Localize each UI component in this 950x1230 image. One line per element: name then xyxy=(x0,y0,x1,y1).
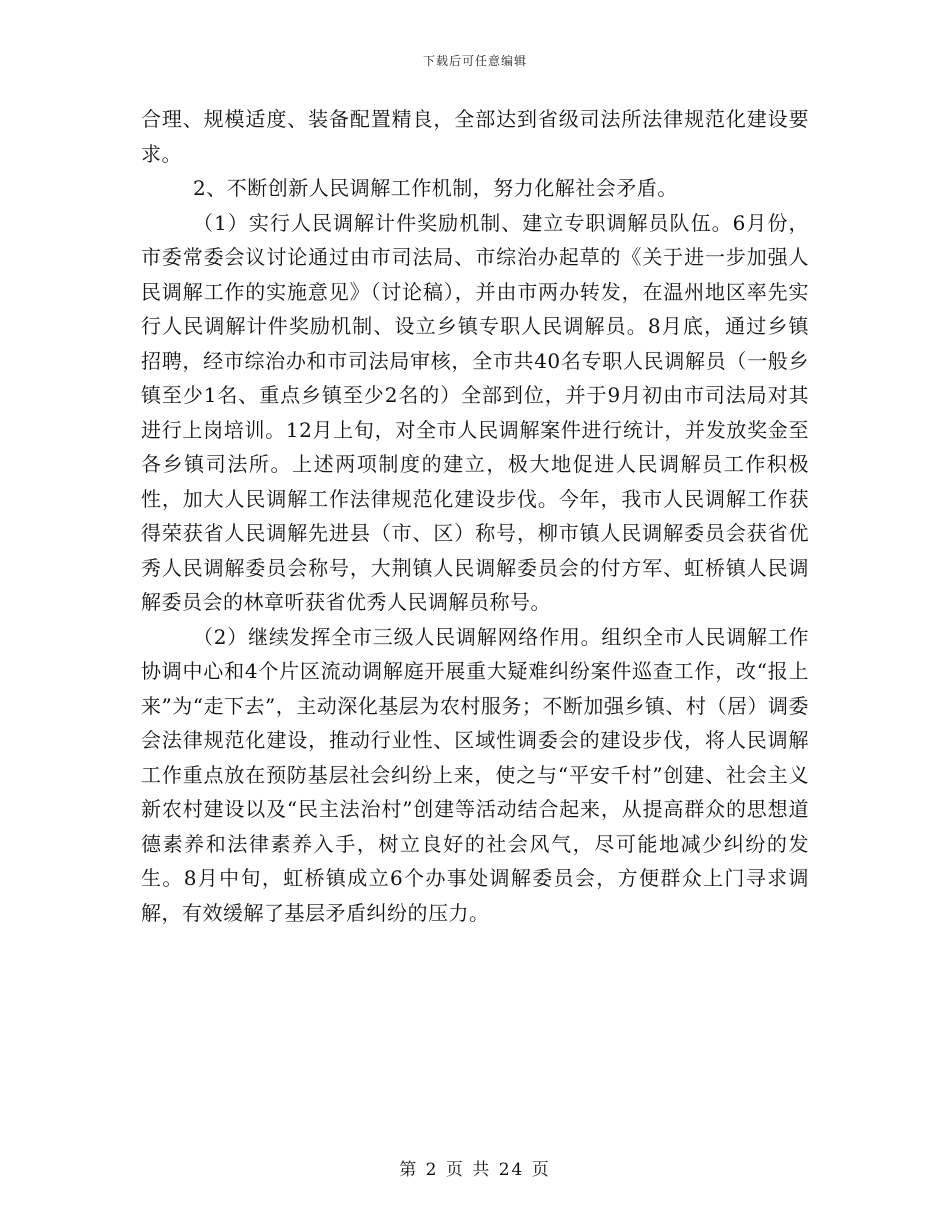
paragraph-4-item-2: （2）继续发挥全市三级人民调解网络作用。组织全市人民调解工作协调中心和4个片区流动调解庭开展重大疑难纠纷案件巡查工作，改“报上来”为“走下去”，主动深化基层为农村服务；不断加强乡镇、村（居）调委会法律规范化建设，推动行业性、区域性调委会的建设步伐，将人民调解工作重点放在预防基层社会纠纷上来，使之与“平安千村”创建、社会主义新农村建设以及“民主法治村”创建等活动结合起来，从提高群众的思想道德素养和法律素养入手，树立良好的社会风气，尽可能地减少纠纷的发生。8月中旬，虹桥镇成立6个办事处调解委员会，方便群众上门寻求调解，有效缓解了基层矛盾纠纷的压力。 xyxy=(141,624,809,925)
paragraph-1: 合理、规模适度、装备配置精良，全部达到省级司法所法律规范化建设要求。 xyxy=(141,107,809,166)
document-body xyxy=(141,102,809,930)
paragraph-3-item-1: （1）实行人民调解计件奖励机制、建立专职调解员队伍。6月份，市委常委会议讨论通过由市司法局、市综治办起草的《关于进一步加强人民调解工作的实施意见》（讨论稿），并由市两办转发，在温州地区率先实行人民调解计件奖励机制、设立乡镇专职人民调解员。8月底，通过乡镇招聘，经市综治办和市司法局审核，全市共40名专职人民调解员（一般乡镇至少1名、重点乡镇至少2名的）全部到位，并于9月初由市司法局对其进行上岗培训。12月上旬，对全市人民调解案件进行统计，并发放奖金至各乡镇司法所。上述两项制度的建立，极大地促进人民调解员工作积极性，加大人民调解工作法律规范化建设步伐。今年，我市人民调解工作获得荣获省人民调解先进县（市、区）称号，柳市镇人民调解委员会获省优秀人民调解委员会称号，大荆镇人民调解委员会的付方军、虹桥镇人民调解委员会的林章听获省优秀人民调解员称号。 xyxy=(141,210,809,614)
page-number-footer: 第 2 页 共 24 页 xyxy=(399,1160,551,1180)
paragraph-2-section-heading: 2、不断创新人民调解工作机制，努力化解社会矛盾。 xyxy=(193,176,678,200)
page-header: 下载后可任意编辑 xyxy=(422,54,527,68)
